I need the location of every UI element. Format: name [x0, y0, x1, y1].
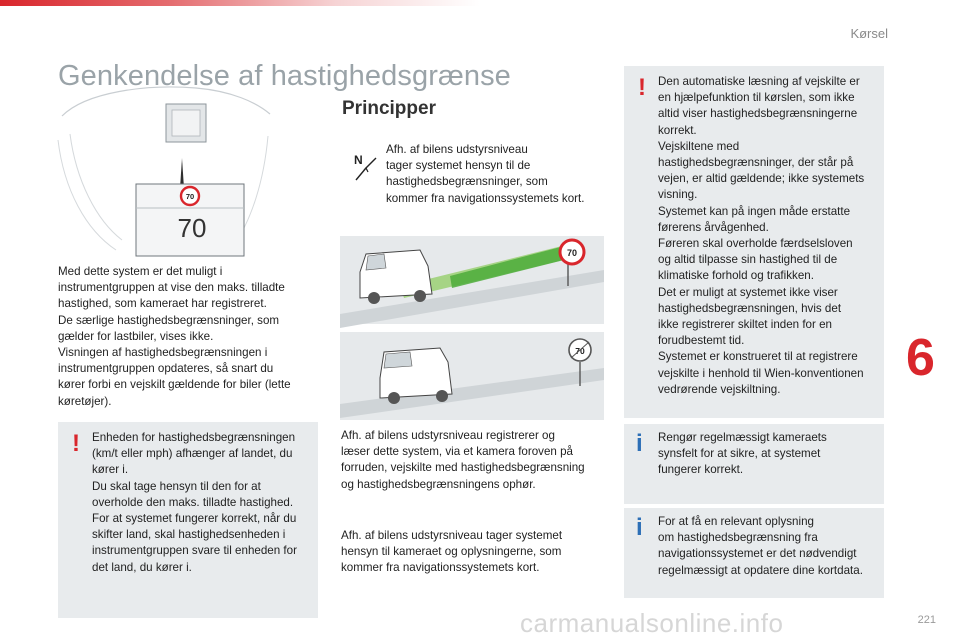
van-icon — [360, 250, 432, 304]
chapter-number: 6 — [906, 329, 935, 387]
warning-box-right — [624, 66, 884, 418]
road-sign-1-value: 70 — [566, 248, 578, 258]
van-camera-illustrations — [340, 236, 604, 420]
info-box-map — [624, 508, 884, 598]
page-number: 221 — [917, 614, 936, 626]
dashboard-speed-readout: 70 — [177, 213, 207, 243]
dashboard-sign-value: 70 — [185, 192, 195, 201]
map-description: Afh. af bilens udstyrsniveau tager systemet hensyn til kameraet og oplysningerne, som kommer fra navigationssystemets kort. — [341, 529, 563, 575]
info-text-map: For at få en relevant oplysning om hastighedsbegrænsning fra navigationssystemet er det nødvendigt regelmæssigt at opdatere dine kortdata. — [658, 515, 863, 577]
road-sign-2-value: 70 — [575, 346, 585, 356]
warning-text-left: Enheden for hastighedsbegrænsningen (km/t eller mph) afhænger af landet, du kører i. Du skal tage hensyn til den for at overholde den maks. tilladte hastighed. For at systemet fungerer korrekt, når du skifter land, skal hastighedsenheden i instrumentgruppen svare til enheden for det land, du kører i. — [92, 431, 297, 574]
dashboard-illustration — [56, 80, 276, 262]
section-subheading: Principper — [342, 98, 436, 119]
navigation-north-icon — [352, 150, 378, 184]
watermark: carmanualsonline.info — [520, 608, 784, 638]
nav-symbol: N — [354, 153, 363, 167]
info-icon: i — [636, 514, 643, 541]
top-accent-bar — [0, 0, 480, 6]
info-box-camera — [624, 424, 884, 504]
info-text-camera: Rengør regelmæssigt kameraets synsfelt for at sikre, at systemet fungerer korrekt. — [658, 431, 827, 477]
van-icon — [380, 348, 452, 404]
page-title: Genkendelse af hastighedsgrænse — [58, 60, 511, 92]
warning-icon: ! — [638, 74, 646, 101]
info-icon: i — [636, 430, 643, 457]
section-label: Kørsel — [850, 26, 888, 41]
warning-icon: ! — [72, 430, 80, 457]
warning-text-right: Den automatiske læsning af vejskilte er en hjælpefunktion til kørslen, som ikke altid viser hastighedsbegrænsningerne korrekt. Vejskiltene med hastighedsbegrænsninger, der står på vejen, er altid gældende; ikke systemets visning. Systemet kan på ingen måde erstatte førerens årvågenhed. Føreren skal overholde færdselsloven og altid tilpasse sin hastighed til de klimatiske forhold og trafikken. Det er muligt at systemet ikke viser hastighedsbegrænsningen, hvis det ikke registrerer skiltet inden for en forudbestemt tid. Systemet er konstrueret til at registrere vejskilte i henhold til Wien-konventionen vedrørende vejskiltning. — [658, 75, 865, 396]
warning-box-left — [58, 422, 318, 618]
intro-text: Med dette system er det muligt i instrumentgruppen at vise den maks. tilladte hastighed, som kameraet har registreret. De særlige hastighedsbegrænsninger, som gælder for lastbiler, vises ikke. Visningen af hastighedsbegrænsningen i instrumentgruppen opdateres, så snart du kører forbi en vejskilt gældende for biler (lette køretøjer). — [58, 265, 291, 408]
navigation-note: Afh. af bilens udstyrsniveau tager systemet hensyn til de hastighedsbegrænsninger, som kommer fra navigationssystemets kort. — [386, 143, 585, 205]
camera-description: Afh. af bilens udstyrsniveau registrerer og læser dette system, via et kamera foroven på forruden, vejskilte med hastighedsbegrænsning og hastighedsbegrænsningens ophør. — [341, 429, 585, 491]
